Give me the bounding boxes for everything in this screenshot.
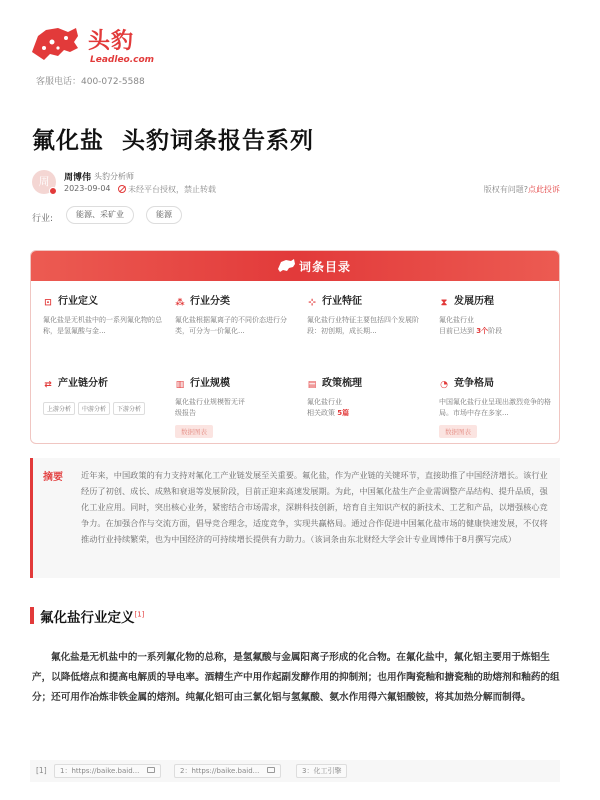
ban-icon <box>118 185 126 193</box>
toc-item-label: 政策梳理 <box>322 378 362 389</box>
chain-icon: ⇄ <box>44 380 52 390</box>
toc-desc-part: 目前已达到 <box>439 327 477 335</box>
toc-item-desc: 氟化盐是无机盐中的一系列氟化物的总称，是氢氟酸与金... <box>43 316 162 335</box>
reference-text: 2：https://baike.baid... <box>180 767 260 775</box>
report-link[interactable]: 点此投诉 <box>528 185 560 194</box>
section-title <box>40 606 144 626</box>
toc-item-desc: 氟化盐行业特征主要包括四个发展阶段：初创期，成长期... <box>307 316 419 335</box>
toc-item-desc <box>307 397 427 419</box>
abstract-box <box>30 458 560 578</box>
history-icon: ⧗ <box>440 298 448 308</box>
industry-label: 行业: <box>32 214 54 224</box>
image-icon <box>267 767 275 773</box>
toc-item-chain[interactable] <box>43 377 163 415</box>
publish-date: 2023-09-04 <box>64 184 111 193</box>
competition-icon: ◔ <box>440 380 448 390</box>
toc-item-feature[interactable] <box>307 295 427 337</box>
avatar-badge <box>49 187 57 195</box>
author-name[interactable]: 周博伟 <box>64 173 92 183</box>
toc-item-desc: 氟化盐根据氟离子的不同价态进行分类，可分为一价氟化... <box>175 316 287 335</box>
toc-item-history[interactable] <box>439 295 559 337</box>
toc-item-desc <box>439 315 559 337</box>
toc-desc-part: 氟化盐行业 <box>439 316 474 324</box>
reference-link[interactable] <box>54 764 161 778</box>
toc-item-competition[interactable] <box>439 377 559 438</box>
feature-icon: ⊹ <box>308 298 316 308</box>
toc-item-label: 行业定义 <box>58 296 98 307</box>
avatar: 周 <box>32 170 56 194</box>
abstract-text: 近年来，中国政策的有力支持对氟化工产业链发展至关重要。氟化盐，作为产业链的关键环节，直接助推了中国经济增长。该行业经历了初创、成长、成熟和衰退等发展阶段，目前正迎来高速发展期。为此，中国氟化盐生产企业需调整产品结构、提升品质，强化工业应用。同时，突出核心业务，紧密结合市场需求，深耕科技创新，培育自主知识产权的新技术、工艺和产品，以增强核心竞争力。在加强合作与交流方面，倡导竞合理念，适度竞争，实现共赢格局。通过合作促进中国氟化盐市场的健康快速发展，不仅将推动行业持续繁荣，也为中国经济的可持续增长提供有力助力。（该词条由东北财经大学会计专业周博伟于8月撰写完成） <box>81 470 548 544</box>
classification-icon: ⁂ <box>175 298 185 308</box>
industry-tag[interactable]: 能源 <box>146 206 182 224</box>
copyright-notice <box>484 184 560 195</box>
data-chart-tag[interactable]: 数据图表 <box>175 425 213 438</box>
reference-text: 3：化工引擎 <box>302 767 342 775</box>
brand-name-cn: 头豹 <box>88 29 135 54</box>
repost-notice-text: 未经平台授权，禁止转载 <box>128 185 216 194</box>
reference-number: [1] <box>36 766 47 775</box>
abstract-label: 摘要 <box>43 472 63 483</box>
toc-desc-part: 氟化盐行业 <box>307 398 342 406</box>
page-title: 氟化盐 头豹词条报告系列 <box>32 128 315 154</box>
toc-desc-highlight: 3个 <box>476 327 489 335</box>
section-title-text: 氟化盐行业定义 <box>40 610 135 626</box>
data-chart-tag[interactable]: 数据图表 <box>439 425 477 438</box>
toc-item-label: 行业规模 <box>190 378 230 389</box>
toc-item-policy[interactable] <box>307 377 427 419</box>
toc-item-desc: 中国氟化盐行业呈现出激烈竞争的格局。市场中存在多家... <box>439 398 551 417</box>
image-icon <box>147 767 155 773</box>
toc-item-label: 行业特征 <box>322 296 362 307</box>
toc-card <box>30 250 560 444</box>
reference-text: 1：https://baike.baid... <box>60 767 140 775</box>
author-role: 头豹分析师 <box>94 172 134 181</box>
copyright-text: 版权有问题? <box>483 185 528 194</box>
leopard-logo-icon <box>28 22 82 66</box>
reference-link[interactable] <box>296 764 347 778</box>
scale-icon: ▥ <box>175 380 185 390</box>
repost-notice <box>118 184 216 195</box>
industry-tag[interactable]: 能源、采矿业 <box>66 206 134 224</box>
hotline: 客服电话：400-072-5588 <box>36 77 145 87</box>
chain-tag[interactable]: 中游分析 <box>78 402 110 415</box>
top-bar <box>0 0 600 6</box>
brand-logo[interactable] <box>28 20 158 72</box>
toc-item-label: 竞争格局 <box>454 378 494 389</box>
section-accent-bar <box>30 607 34 624</box>
brand-name-en: Leadleo.com <box>90 55 155 65</box>
definition-icon: ⊡ <box>44 298 52 308</box>
toc-item-definition[interactable] <box>43 295 163 337</box>
references-bar <box>30 760 560 782</box>
leopard-icon <box>276 256 296 276</box>
toc-item-label: 行业分类 <box>190 296 230 307</box>
policy-icon: ▤ <box>307 380 317 390</box>
toc-desc-part: 相关政策 <box>307 409 338 417</box>
toc-item-label: 发展历程 <box>454 296 494 307</box>
reference-mark[interactable]: [1] <box>134 610 145 619</box>
chain-tag[interactable]: 上游分析 <box>43 402 75 415</box>
toc-item-scale[interactable] <box>175 377 295 438</box>
toc-desc-part: 阶段 <box>488 327 503 335</box>
toc-desc-highlight: 5篇 <box>337 409 350 417</box>
chain-tag[interactable]: 下游分析 <box>113 402 145 415</box>
section-body: 氟化盐是无机盐中的一系列氟化物的总称，是氢氟酸与金属阳离子形成的化合物。在氟化盐中，氟化铝主要用于炼铝生产，以降低熔点和提高电解质的导电率。酒精生产中用作起副发酵作用的抑制剂；也用作陶瓷釉和搪瓷釉的助熔剂和釉药的组分；还可用作冶炼非铁金属的熔剂。纯氟化铝可由三氯化铝与氢氟酸、氨水作用得六氟铝酸铵，将其加热分解而制得。 <box>32 652 560 703</box>
reference-link[interactable] <box>174 764 281 778</box>
toc-item-classification[interactable] <box>175 295 295 337</box>
toc-item-label: 产业链分析 <box>58 378 108 389</box>
toc-item-desc: 氟化盐行业规模暂无评级报告 <box>175 398 245 417</box>
toc-header <box>31 251 560 281</box>
toc-title: 词条目录 <box>299 260 352 274</box>
chain-tags <box>43 396 163 415</box>
